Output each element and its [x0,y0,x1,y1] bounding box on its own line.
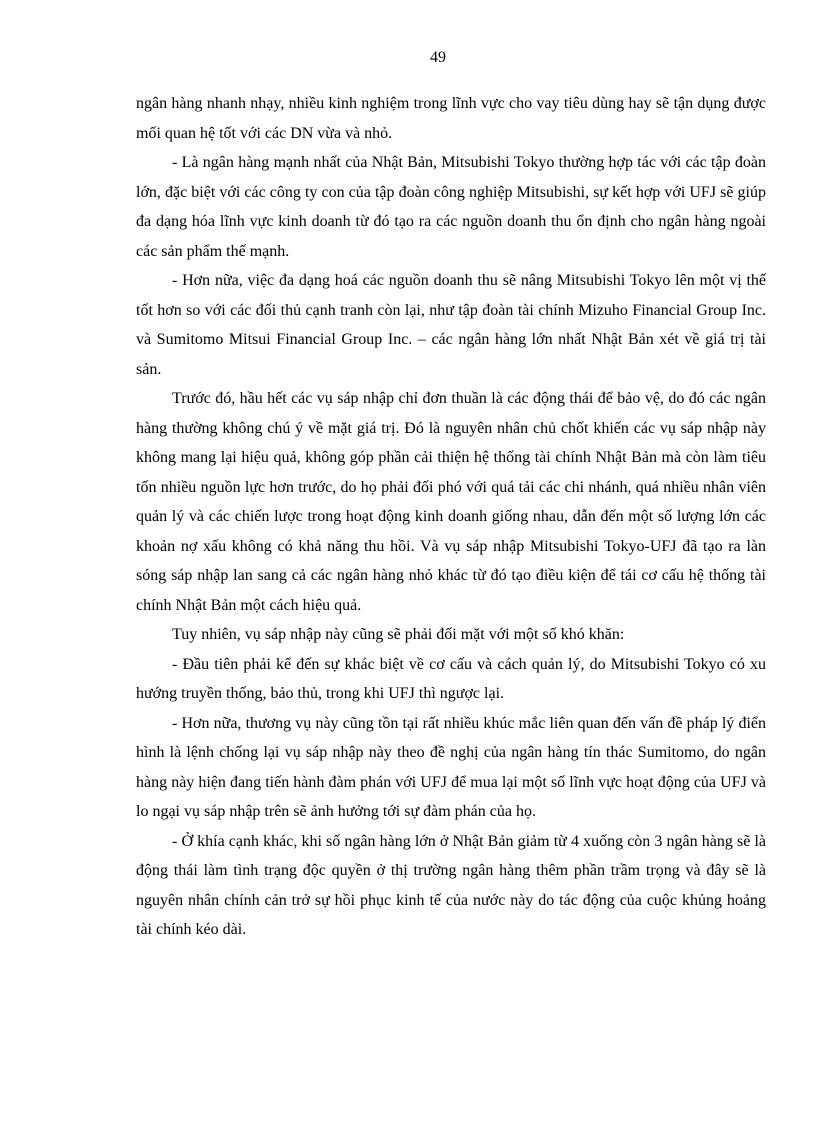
paragraph-legal-issues: - Hơn nữa, thương vụ này cũng tồn tại rất nhiều khúc mắc liên quan đến vấn đề pháp lý điển hình là lệnh chống lại vụ sáp nhập này theo đề nghị của ngân hàng tín thác Sumitomo, do ngân hàng này hiện đang tiến hành đàm phán với UFJ để mua lại một số lĩnh vực hoạt động của UFJ và lo ngại vụ sáp nhập trên sẽ ảnh hưởng tới sự đàm phán của họ. [136,714,766,820]
paragraph-management-difference: - Đầu tiên phải kể đến sự khác biệt về cơ cấu và cách quản lý, do Mitsubishi Tokyo có xu hướng truyền thống, bảo thủ, trong khi UFJ thì ngược lại. [136,655,766,702]
body-text [136,89,766,945]
paragraph-previous-mergers: Trước đó, hầu hết các vụ sáp nhập chỉ đơn thuần là các động thái để bảo vệ, do đó các ngân hàng thường không chú ý về mặt giá trị. Đó là nguyên nhân chủ chốt khiến các vụ sáp nhập này không mang lại hiệu quả, không góp phần cải thiện hệ thống tài chính Nhật Bản mà còn làm tiêu tốn nhiều nguồn lực hơn trước, do họ phải đối phó với quá tải các chi nhánh, quá nhiều nhân viên quản lý và các chiến lược trong hoạt động kinh doanh giống nhau, dẫn đến một số lượng lớn các khoản nợ xấu không có khả năng thu hồi. Và vụ sáp nhập Mitsubishi Tokyo-UFJ đã tạo ra làn sóng sáp nhập lan sang cả các ngân hàng nhỏ khác từ đó tạo điều kiện để tái cơ cấu hệ thống tài chính Nhật Bản một cách hiệu quả. [136,390,766,614]
paragraph-difficulties-intro: Tuy nhiên, vụ sáp nhập này cũng sẽ phải đối mặt với một số khó khăn: [172,626,625,643]
paragraph-monopoly-concern: - Ở khía cạnh khác, khi số ngân hàng lớn ở Nhật Bản giảm từ 4 xuống còn 3 ngân hàng sẽ là động thái làm tình trạng độc quyền ở thị trường ngân hàng thêm phần trầm trọng và đây sẽ là nguyên nhân chính cản trở sự hồi phục kinh tế của nước này do tác động của cuộc khủng hoảng tài chính kéo dài. [136,832,766,938]
paragraph-revenue-diversification: - Hơn nữa, việc đa dạng hoá các nguồn doanh thu sẽ nâng Mitsubishi Tokyo lên một vị thế tốt hơn so với các đối thủ cạnh tranh còn lại, như tập đoàn tài chính Mizuho Financial Group Inc. và Sumitomo Mitsui Financial Group Inc. – các ngân hàng lớn nhất Nhật Bản xét về giá trị tài sản. [136,272,766,378]
paragraph-continuation: ngân hàng nhanh nhạy, nhiều kinh nghiệm trong lĩnh vực cho vay tiêu dùng hay sẽ tận dụng được mối quan hệ tốt với các DN vừa và nhỏ. [136,95,766,142]
page-number: 49 [430,49,446,66]
paragraph-mitsubishi-strength: - Là ngân hàng mạnh nhất của Nhật Bản, Mitsubishi Tokyo thường hợp tác với các tập đoàn lớn, đặc biệt với các công ty con của tập đoàn công nghiệp Mitsubishi, sự kết hợp với UFJ sẽ giúp đa dạng hóa lĩnh vực kinh doanh từ đó tạo ra các nguồn doanh thu ổn định cho ngân hàng ngoài các sản phẩm thế mạnh. [136,154,766,260]
